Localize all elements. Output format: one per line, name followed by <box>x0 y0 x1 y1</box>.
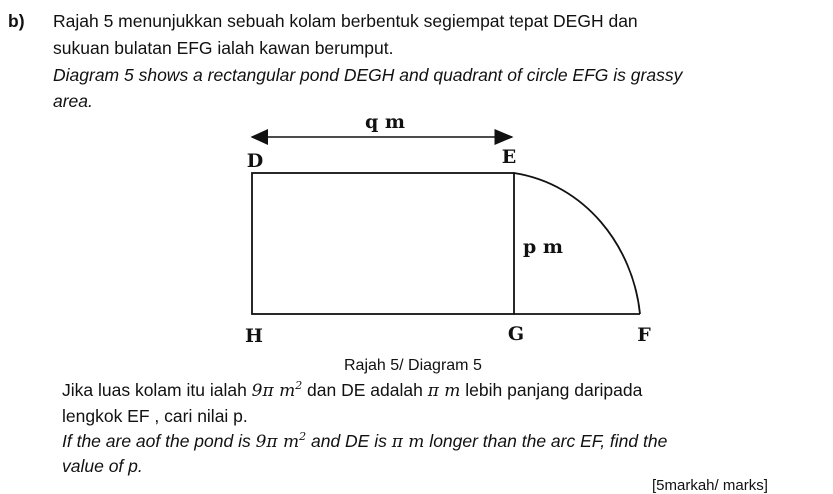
malay-task-text-a: Jika luas kolam itu ialah <box>62 380 252 400</box>
pond-rectangle <box>252 173 514 314</box>
malay-intro-line-1: Rajah 5 menunjukkan sebuah kolam berbentuk segiempat tepat DEGH dan <box>53 11 638 31</box>
vertex-d: D <box>246 150 264 172</box>
malay-intro-line-2: sukuan bulatan EFG ialah kawan berumput. <box>53 38 394 58</box>
marks-allocation: [5markah/ marks] <box>652 477 768 494</box>
area-expression-base: 9π m <box>251 381 296 401</box>
malay-task-line-2: lengkok EF , cari nilai p. <box>62 406 248 426</box>
malay-task-text-b: dan DE adalah <box>302 380 428 400</box>
area-expression-english <box>256 432 307 452</box>
english-intro-line-1: Diagram 5 shows a rectangular pond DEGH and quadrant of circle EFG is grassy <box>53 65 683 85</box>
vertex-e: E <box>501 146 517 168</box>
diagram-caption: Rajah 5/ Diagram 5 <box>344 357 482 374</box>
english-task-line-2: value of p. <box>62 456 143 476</box>
radius-label: p m <box>522 236 564 258</box>
area-exponent: 2 <box>295 379 303 392</box>
pi-metres: π m <box>427 381 461 401</box>
english-task-line-1 <box>62 430 667 453</box>
area-expression-english-base: 9π m <box>255 432 300 452</box>
malay-task-text-c: lebih panjang daripada <box>460 380 643 400</box>
malay-task-line-1 <box>62 379 642 402</box>
english-task-text-b: and DE is <box>306 431 392 451</box>
english-task-text-c: longer than the arc EF, find the <box>424 431 668 451</box>
area-exponent-english: 2 <box>299 430 307 443</box>
vertex-h: H <box>245 325 263 347</box>
area-expression <box>252 381 303 401</box>
english-intro-line-2: area. <box>53 91 93 111</box>
pi-metres-english: π m <box>391 432 425 452</box>
width-label: q m <box>364 111 406 133</box>
vertex-g: G <box>507 323 525 345</box>
english-task-text-a: If the are aof the pond is <box>62 431 256 451</box>
question-label: b) <box>8 11 25 31</box>
vertex-f: F <box>637 324 651 346</box>
